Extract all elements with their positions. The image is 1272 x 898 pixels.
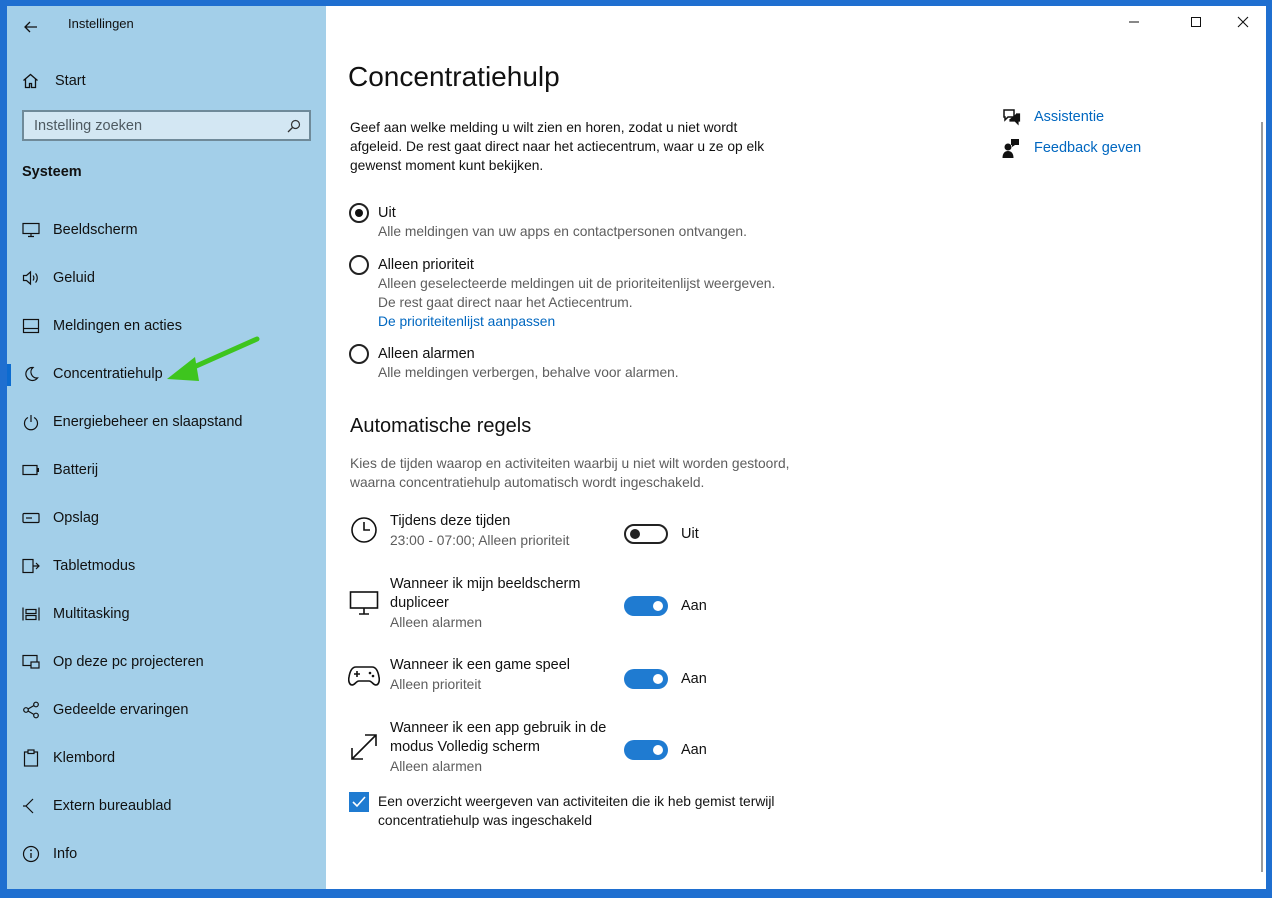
battery-icon [21,460,41,480]
rule-title: Wanneer ik mijn beeldscherm dupliceer [390,576,581,611]
home-icon [22,73,39,89]
tablet-icon [21,556,41,576]
power-icon [21,412,41,432]
option-description: Alle meldingen van uw apps en contactpersonen ontvangen. [378,224,747,239]
info-icon [21,844,41,864]
rule-toggle[interactable] [624,596,668,616]
option-description: Alleen geselecteerde meldingen uit de prioriteitenlijst weergeven. [378,276,776,291]
rule-subtitle: Alleen alarmen [390,615,483,630]
sidebar-item-opslag[interactable] [7,494,326,542]
rule-text-link[interactable] [390,512,610,550]
clipboard-icon [21,748,41,768]
rules-description: Kies de tijden waarop en activiteiten waarbij u niet wilt worden gestoord, waarna concentratiehulp automatisch wordt ingeschakeld. [350,456,790,490]
sidebar-item-label: Geluid [53,270,95,286]
rule-title: Wanneer ik een app gebruik in de modus Volledig scherm [390,720,607,755]
feedback-label: Feedback geven [1034,140,1142,156]
option-label: Alleen prioriteit [378,257,474,273]
page-title: Concentratiehulp [348,61,560,92]
share-icon [21,700,41,720]
rule-subtitle: Alleen alarmen [390,759,483,774]
annotation-arrow-icon [157,331,267,391]
search-box[interactable] [22,110,311,141]
multitasking-icon [21,604,41,624]
feedback-icon [1001,138,1021,158]
sidebar [7,6,326,889]
radio-button[interactable] [349,203,369,223]
fullscreen-icon [348,731,380,763]
sidebar-item-label: Extern bureaublad [53,798,172,814]
app-title: Instellingen [68,16,134,31]
notification-icon [21,316,41,336]
sidebar-item-label: Energiebeheer en slaapstand [53,414,243,430]
rule-text-link[interactable] [390,719,610,776]
feedback-link[interactable] [1001,138,1141,158]
toggle-state: Aan [681,671,707,687]
radio-button[interactable] [349,344,369,364]
search-icon[interactable] [287,119,301,133]
gamepad-icon [348,660,380,692]
back-arrow-icon [24,21,38,33]
sidebar-item-extern-bureaublad[interactable] [7,782,326,830]
sidebar-item-label: Info [53,846,78,862]
project-icon [21,652,41,672]
clock-icon [348,514,380,546]
moon-icon [21,364,41,384]
toggle-state: Aan [681,742,707,758]
sidebar-item-label: Batterij [53,462,99,478]
sidebar-item-label: Multitasking [53,606,130,622]
sidebar-item-gedeelde-ervaringen[interactable] [7,686,326,734]
summary-checkbox-label: Een overzicht weergeven van activiteiten die ik heb gemist terwijl concentratiehulp was ingeschakeld [378,794,775,828]
search-input[interactable] [34,118,287,134]
sidebar-item-energiebeheer[interactable] [7,398,326,446]
sidebar-item-info[interactable] [7,830,326,878]
remote-desktop-icon [21,796,41,816]
rule-toggle[interactable] [624,524,668,544]
home-label: Start [55,73,86,89]
sidebar-item-label: Meldingen en acties [53,318,182,334]
monitor-icon [348,587,380,619]
sidebar-item-label: Op deze pc projecteren [53,654,204,670]
option-label: Uit [378,205,396,221]
rule-subtitle: Alleen prioriteit [390,677,482,692]
back-button[interactable] [17,12,45,42]
main-content [326,6,1266,889]
maximize-button[interactable] [1173,6,1219,38]
sidebar-item-label: Opslag [53,510,99,526]
sidebar-item-beeldscherm[interactable] [7,206,326,254]
rule-text-link[interactable] [390,656,610,694]
sidebar-nav [7,206,326,878]
storage-icon [21,508,41,528]
summary-checkbox[interactable] [349,792,369,812]
sidebar-item-label: Beeldscherm [53,222,138,238]
sidebar-item-label: Gedeelde ervaringen [53,702,189,718]
section-label: Systeem [22,164,82,180]
monitor-icon [21,220,41,240]
close-icon [1237,16,1249,28]
minimize-button[interactable] [1111,6,1157,38]
home-link[interactable] [22,68,86,94]
minimize-icon [1128,16,1140,28]
speaker-icon [21,268,41,288]
sidebar-item-multitasking[interactable] [7,590,326,638]
rule-title: Wanneer ik een game speel [390,657,571,673]
sidebar-item-projecteren[interactable] [7,638,326,686]
sidebar-item-klembord[interactable] [7,734,326,782]
rule-toggle[interactable] [624,669,668,689]
checkmark-icon [352,796,366,808]
toggle-state: Aan [681,598,707,614]
option-description: Alle meldingen verbergen, behalve voor alarmen. [378,365,679,380]
priority-list-link[interactable]: De prioriteitenlijst aanpassen [378,314,556,329]
option-description: De rest gaat direct naar het Actiecentrum. [378,295,633,310]
rules-heading: Automatische regels [350,415,532,437]
option-label: Alleen alarmen [378,346,475,362]
chat-help-icon [1001,107,1021,127]
rule-text-link[interactable] [390,575,610,632]
maximize-icon [1190,16,1202,28]
sidebar-item-batterij[interactable] [7,446,326,494]
settings-window [7,6,1266,889]
rule-title: Tijdens deze tijden [390,513,511,529]
close-button[interactable] [1220,6,1266,38]
rule-subtitle: 23:00 - 07:00; Alleen prioriteit [390,533,570,548]
sidebar-item-label: Tabletmodus [53,558,136,574]
sidebar-item-label: Klembord [53,750,116,766]
sidebar-item-geluid[interactable] [7,254,326,302]
rule-toggle[interactable] [624,740,668,760]
radio-button[interactable] [349,255,369,275]
scrollbar[interactable] [1261,122,1263,872]
page-description: Geef aan welke melding u wilt zien en horen, zodat u niet wordt afgeleid. De rest gaat direct naar het actiecentrum, waar u ze op elk gewenst moment kunt bekijken. [350,120,765,173]
sidebar-item-label: Concentratiehulp [53,366,163,382]
toggle-state: Uit [681,526,699,542]
assist-label: Assistentie [1034,109,1105,125]
assist-link[interactable] [1001,107,1104,127]
sidebar-item-tabletmodus[interactable] [7,542,326,590]
